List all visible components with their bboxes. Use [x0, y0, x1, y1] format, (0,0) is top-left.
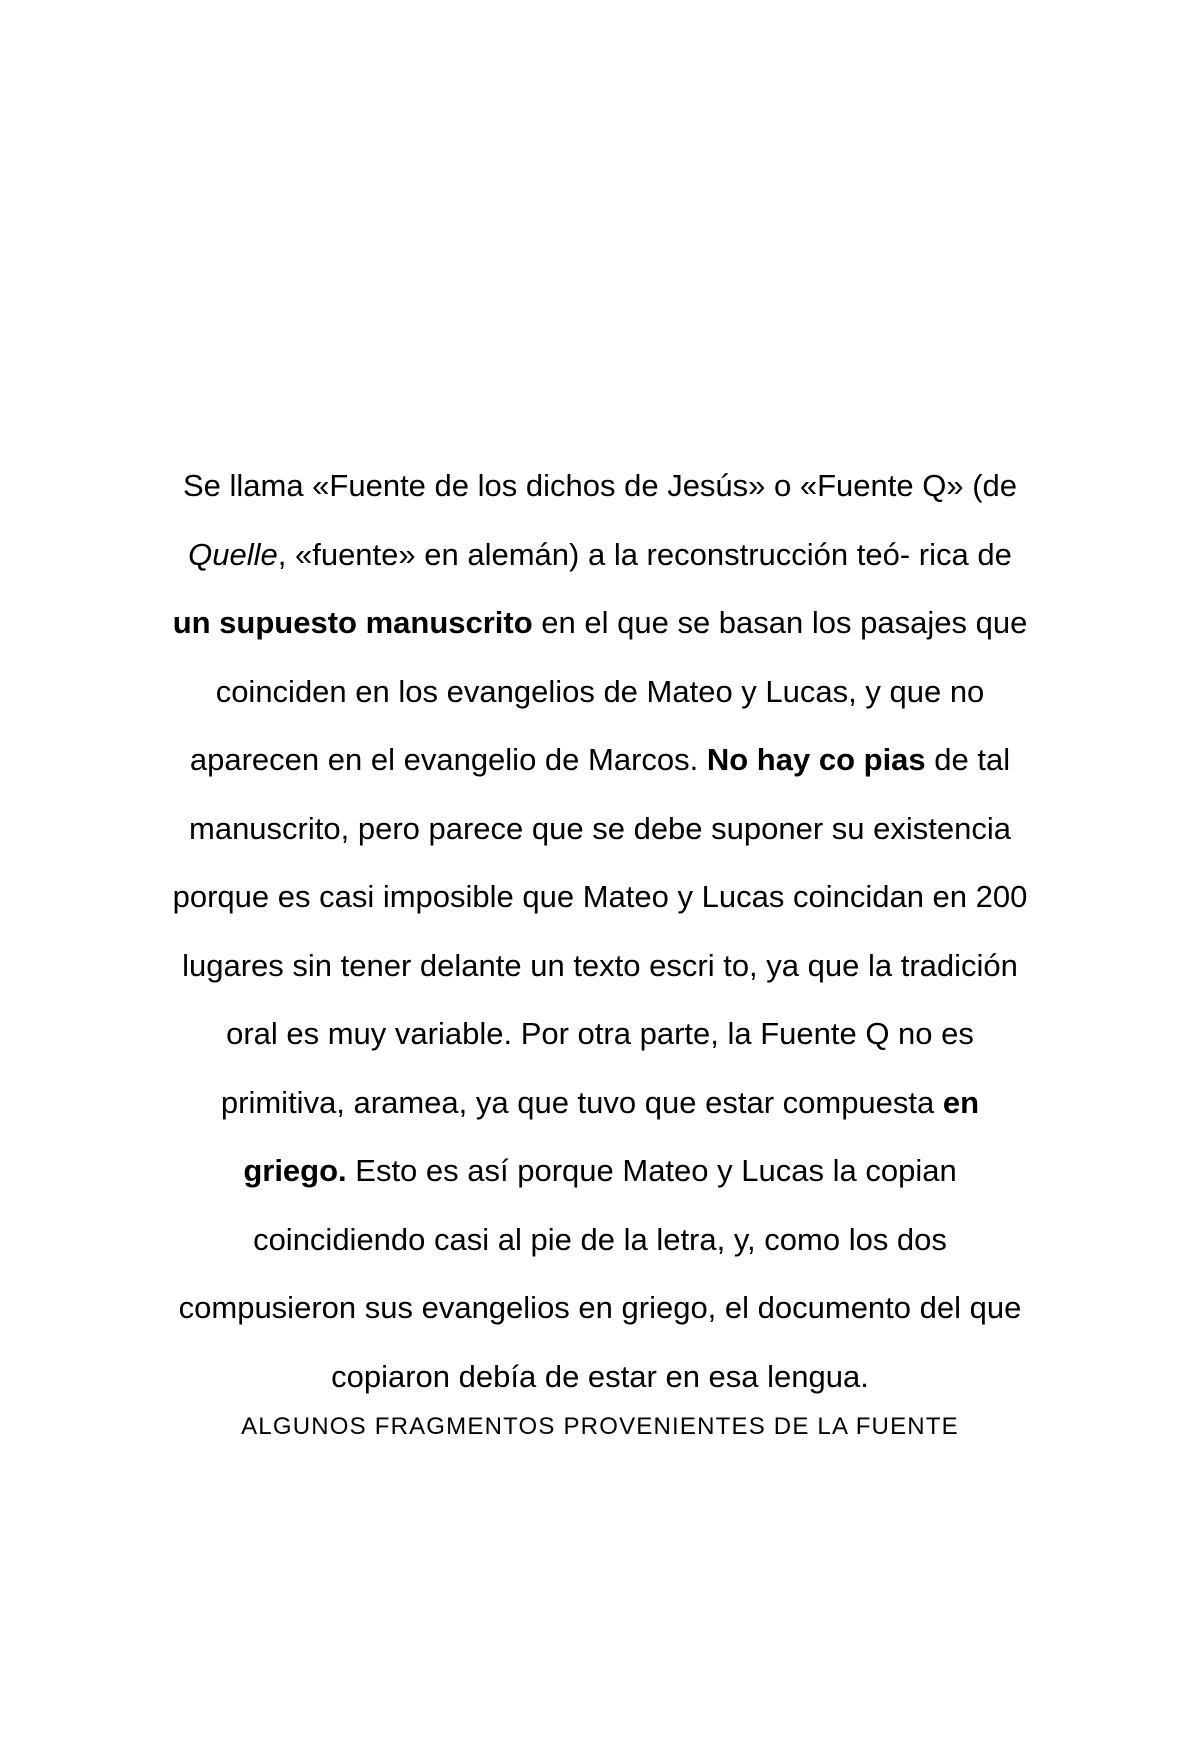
- paragraph-line-7: [0, 863, 1200, 932]
- paragraph-line-6: [0, 795, 1200, 864]
- line-4-text: coinciden en los evangelios de Mateo y Lucas, y que no: [215, 673, 985, 709]
- line-5-text-end: de tal: [925, 742, 1011, 777]
- bold-phrase-no-hay-copias: No hay co pias: [706, 742, 926, 777]
- italic-term-quelle: Quelle: [188, 536, 278, 572]
- bold-word-griego: griego.: [243, 1153, 347, 1188]
- paragraph-line-12: [0, 1206, 1200, 1275]
- line-8-text: lugares sin tener delante un texto escri to, ya que la tradición: [182, 947, 1018, 983]
- paragraph-line-5: [0, 726, 1200, 795]
- paragraph-line-2: [0, 521, 1200, 590]
- body-paragraph: [0, 452, 1200, 1411]
- line-14-text: copiaron debía de estar en esa lengua.: [331, 1358, 869, 1394]
- paragraph-line-9: [0, 1000, 1200, 1069]
- line-13-text: compusieron sus evangelios en griego, el documento del que: [178, 1290, 1022, 1325]
- line-10-text: primitiva, aramea, ya que tuvo que estar compuesta: [220, 1084, 943, 1120]
- line-2-text: , «fuente» en alemán) a la reconstrucción teó- rica de: [277, 536, 1012, 572]
- paragraph-line-4: [0, 658, 1200, 727]
- bold-phrase-supuesto-manuscrito: un supuesto manuscrito: [172, 605, 533, 640]
- bold-word-en: en: [942, 1084, 980, 1120]
- line-3-text: en el que se basan los pasajes que: [532, 605, 1028, 640]
- line-6-text: manuscrito, pero parece que se debe suponer su existencia: [189, 810, 1011, 846]
- paragraph-line-13: [0, 1274, 1200, 1343]
- paragraph-line-3: [0, 589, 1200, 658]
- line-12-text: coincidiendo casi al pie de la letra, y, como los dos: [253, 1221, 947, 1257]
- paragraph-line-8: [0, 932, 1200, 1001]
- paragraph-line-10: [0, 1069, 1200, 1138]
- line-7-text: porque es casi imposible que Mateo y Lucas coincidan en 200: [172, 879, 1028, 914]
- line-1-text: Se llama «Fuente de los dichos de Jesús» o «Fuente Q» (de: [182, 468, 1018, 503]
- line-9-text: oral es muy variable. Por otra parte, la Fuente Q no es: [226, 1016, 974, 1051]
- line-5-text-start: aparecen en el evangelio de Marcos.: [189, 742, 707, 777]
- paragraph-line-11: [0, 1137, 1200, 1206]
- paragraph-line-14: [0, 1343, 1200, 1412]
- line-11-text: Esto es así porque Mateo y Lucas la copian: [346, 1153, 957, 1188]
- paragraph-line-1: [0, 452, 1200, 521]
- section-heading: ALGUNOS FRAGMENTOS PROVENIENTES DE LA FUENTE: [241, 1413, 959, 1440]
